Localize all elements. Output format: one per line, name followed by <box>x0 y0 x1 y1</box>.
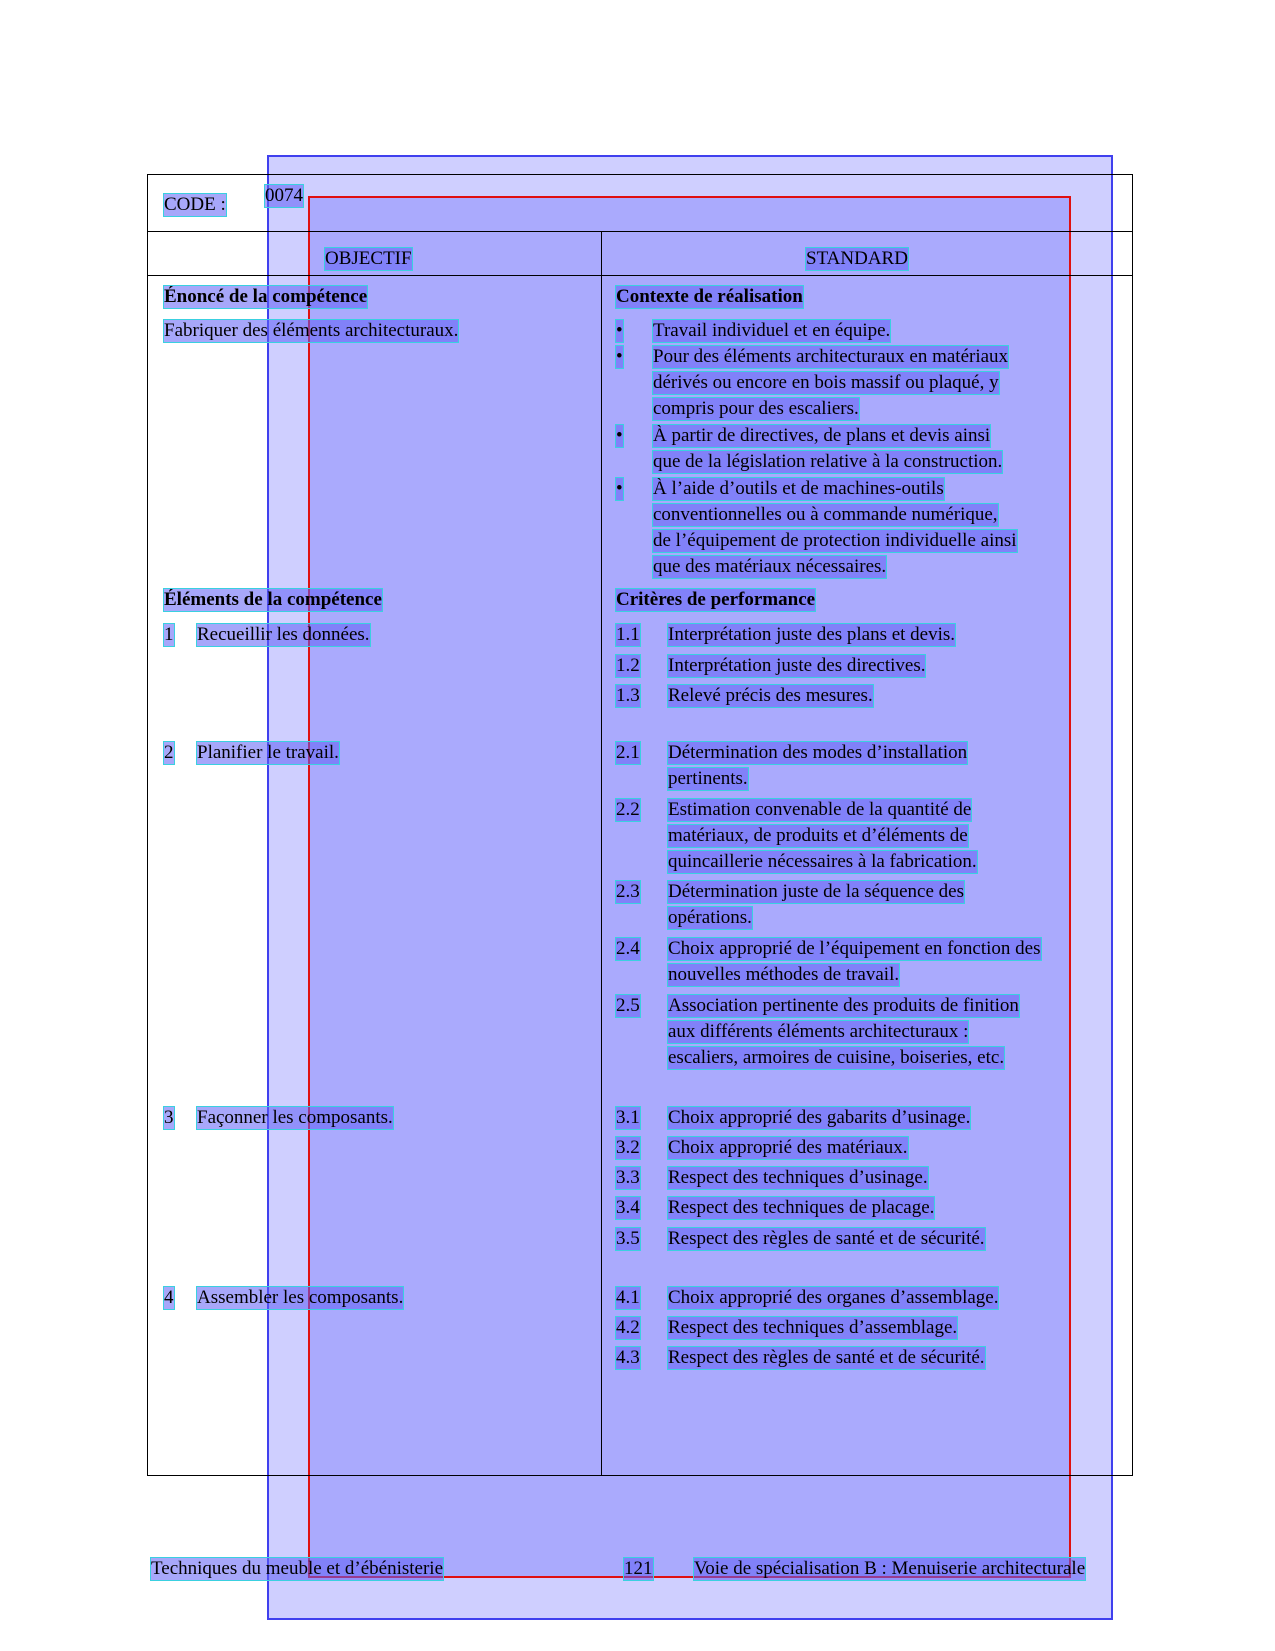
competency-table-frame <box>147 174 1133 1476</box>
element-text: Recueillir les données. <box>197 624 370 645</box>
criterion-number: 2.4 <box>616 938 640 959</box>
element-text: Façonner les composants. <box>197 1107 393 1128</box>
criterion-line: Respect des règles de santé et de sécurité. <box>668 1228 985 1249</box>
contexte-line: que de la législation relative à la construction. <box>653 451 1003 472</box>
criterion-line: quincaillerie nécessaires à la fabrication. <box>668 851 977 872</box>
criterion-line: Estimation convenable de la quantité de <box>668 799 972 820</box>
code-value: 0074 <box>265 185 303 206</box>
criterion-line: opérations. <box>668 907 752 928</box>
criterion-line: nouvelles méthodes de travail. <box>668 964 900 985</box>
footer-specialisation: Voie de spécialisation B : Menuiserie architecturale <box>694 1558 1086 1579</box>
criterion-number: 2.5 <box>616 995 640 1016</box>
criterion-line: Respect des techniques d’assemblage. <box>668 1317 958 1338</box>
bullet-glyph: • <box>616 425 623 446</box>
criterion-number: 3.4 <box>616 1197 640 1218</box>
contexte-line: À partir de directives, de plans et devis ainsi <box>653 425 991 446</box>
criterion-number: 3.2 <box>616 1137 640 1158</box>
element-number: 3 <box>164 1107 174 1128</box>
contexte-line: Travail individuel et en équipe. <box>653 320 891 341</box>
footer-page-number: 121 <box>624 1558 653 1579</box>
bullet-glyph: • <box>616 346 623 367</box>
criterion-number: 4.1 <box>616 1287 640 1308</box>
enonce-heading: Énoncé de la compétence <box>164 286 368 307</box>
element-number: 2 <box>164 742 174 763</box>
contexte-line: À l’aide d’outils et de machines-outils <box>653 478 944 499</box>
column-header-standard: STANDARD <box>806 248 908 269</box>
criterion-line: Choix approprié des organes d’assemblage. <box>668 1287 999 1308</box>
contexte-line: dérivés ou encore en bois massif ou plaqué, y <box>653 372 999 393</box>
criterion-number: 1.2 <box>616 655 640 676</box>
criteres-heading: Critères de performance <box>616 589 816 610</box>
contexte-line: de l’équipement de protection individuelle ainsi <box>653 530 1017 551</box>
criterion-line: aux différents éléments architecturaux : <box>668 1021 969 1042</box>
column-header-objectif: OBJECTIF <box>325 248 412 269</box>
bullet-glyph: • <box>616 478 623 499</box>
criterion-line: Choix approprié des matériaux. <box>668 1137 908 1158</box>
criterion-number: 4.2 <box>616 1317 640 1338</box>
criterion-number: 4.3 <box>616 1347 640 1368</box>
element-number: 4 <box>164 1287 174 1308</box>
criterion-line: Choix approprié de l’équipement en fonction des <box>668 938 1041 959</box>
criterion-line: Respect des règles de santé et de sécurité. <box>668 1347 985 1368</box>
table-divider-header <box>147 231 1133 232</box>
contexte-line: conventionnelles ou à commande numérique, <box>653 504 998 525</box>
bullet-glyph: • <box>616 320 623 341</box>
footer-program: Techniques du meuble et d’ébénisterie <box>151 1558 444 1579</box>
criterion-line: escaliers, armoires de cuisine, boiseries, etc. <box>668 1047 1005 1068</box>
criterion-number: 1.3 <box>616 685 640 706</box>
criterion-line: pertinents. <box>668 768 748 789</box>
criterion-number: 3.3 <box>616 1167 640 1188</box>
column-divider-upper <box>601 231 602 721</box>
enonce-text: Fabriquer des éléments architecturaux. <box>164 320 459 341</box>
element-text: Planifier le travail. <box>197 742 339 763</box>
contexte-line: compris pour des escaliers. <box>653 398 859 419</box>
criterion-line: Association pertinente des produits de finition <box>668 995 1019 1016</box>
criterion-number: 2.3 <box>616 881 640 902</box>
code-label: CODE : <box>164 194 226 215</box>
criterion-line: matériaux, de produits et d’éléments de <box>668 825 968 846</box>
criterion-number: 2.1 <box>616 742 640 763</box>
criterion-number: 3.1 <box>616 1107 640 1128</box>
criterion-number: 2.2 <box>616 799 640 820</box>
criterion-number: 3.5 <box>616 1228 640 1249</box>
elements-heading: Éléments de la compétence <box>164 589 382 610</box>
criterion-line: Respect des techniques d’usinage. <box>668 1167 928 1188</box>
criterion-number: 1.1 <box>616 624 640 645</box>
criterion-line: Détermination des modes d’installation <box>668 742 968 763</box>
table-divider-columns <box>147 275 1133 276</box>
contexte-line: que des matériaux nécessaires. <box>653 556 887 577</box>
criterion-line: Interprétation juste des plans et devis. <box>668 624 956 645</box>
contexte-line: Pour des éléments architecturaux en matériaux <box>653 346 1009 367</box>
contexte-heading: Contexte de réalisation <box>616 286 803 307</box>
element-number: 1 <box>164 624 174 645</box>
criterion-line: Détermination juste de la séquence des <box>668 881 964 902</box>
column-divider-lower <box>601 721 602 1476</box>
criterion-line: Relevé précis des mesures. <box>668 685 873 706</box>
element-text: Assembler les composants. <box>197 1287 404 1308</box>
criterion-line: Choix approprié des gabarits d’usinage. <box>668 1107 971 1128</box>
criterion-line: Interprétation juste des directives. <box>668 655 926 676</box>
criterion-line: Respect des techniques de placage. <box>668 1197 935 1218</box>
